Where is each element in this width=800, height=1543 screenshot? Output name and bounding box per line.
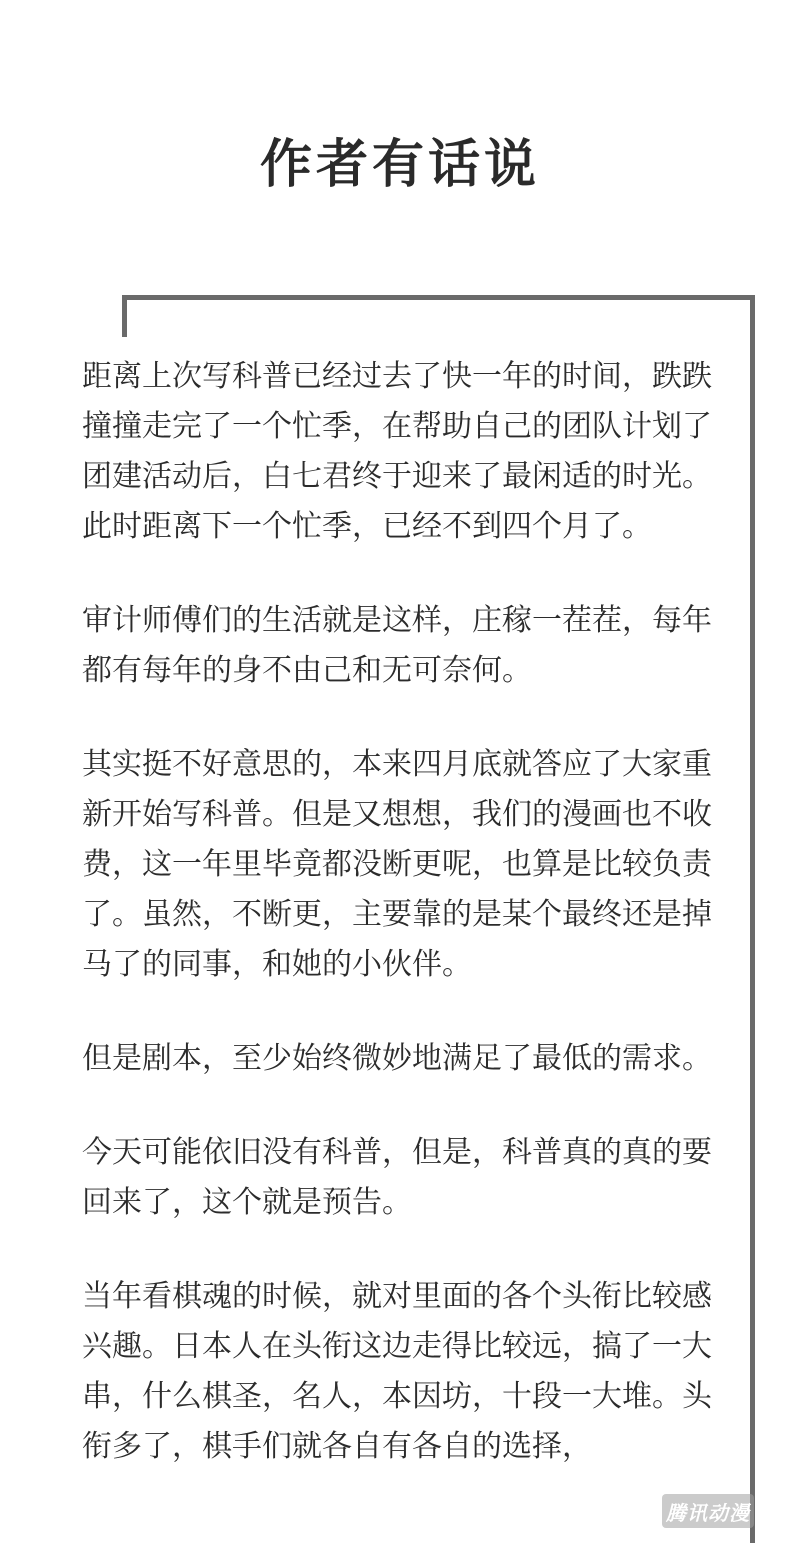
article-body <box>82 352 722 1516</box>
paragraph-5: 今天可能依旧没有科普，但是，科普真的真的要回来了，这个就是预告。 <box>82 1135 712 1220</box>
paragraph-1: 距离上次写科普已经过去了快一年的时间，跌跌撞撞走完了一个忙季，在帮助自己的团队计划了团建活动后，白七君终于迎来了最闲适的时光。此时距离下一个忙季，已经不到四个月了。 <box>82 359 712 544</box>
frame-top-border <box>122 295 755 300</box>
frame-left-tick <box>122 295 127 337</box>
paragraph-2: 审计师傅们的生活就是这样，庄稼一茬茬，每年都有每年的身不由己和无可奈何。 <box>82 603 712 688</box>
watermark-logo: 腾讯动漫 <box>662 1494 754 1528</box>
paragraph-4: 但是剧本，至少始终微妙地满足了最低的需求。 <box>82 1041 712 1076</box>
page-title: 作者有话说 <box>259 134 540 195</box>
frame-right-border <box>750 295 755 1543</box>
paragraph-6: 当年看棋魂的时候，就对里面的各个头衔比较感兴趣。日本人在头衔这边走得比较远，搞了一大串，什么棋圣，名人，本因坊，十段一大堆。头衔多了，棋手们就各自有各自的选择， <box>82 1279 712 1464</box>
paragraph-3: 其实挺不好意思的，本来四月底就答应了大家重新开始写科普。但是又想想，我们的漫画也不收费，这一年里毕竟都没断更呢，也算是比较负责了。虽然，不断更，主要靠的是某个最终还是掉马了的同事，和她的小伙伴。 <box>82 747 712 982</box>
